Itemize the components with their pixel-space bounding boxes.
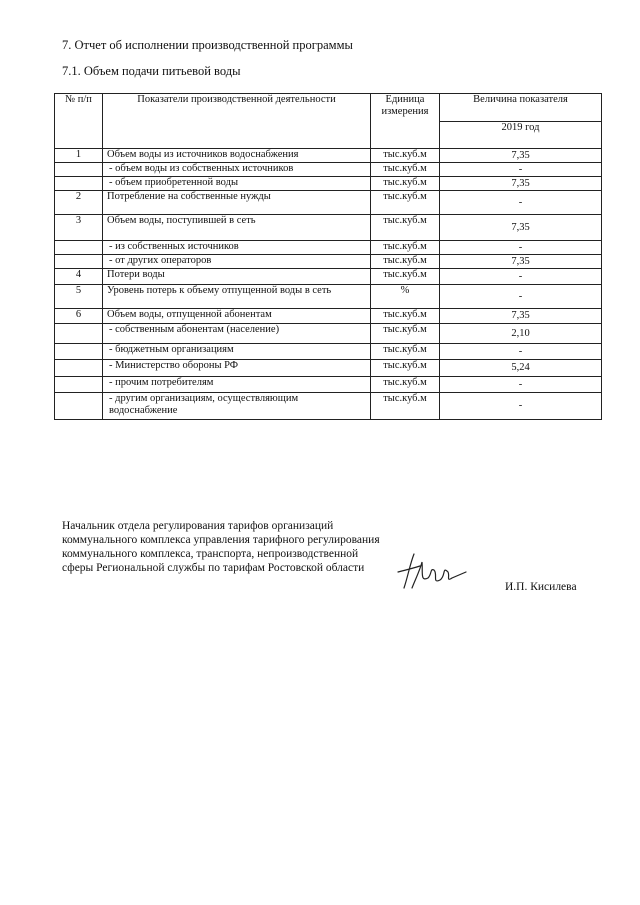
row-number [55, 241, 103, 255]
water-supply-table [54, 93, 602, 420]
signatory-name: И.П. Кисилева [505, 581, 577, 593]
table-row [55, 269, 602, 285]
table-row [55, 324, 602, 344]
row-number [55, 377, 103, 393]
row-value: - [440, 393, 602, 420]
row-indicator: - прочим потребителям [103, 377, 371, 393]
row-value: - [440, 344, 602, 360]
row-value: - [440, 241, 602, 255]
row-number [55, 344, 103, 360]
row-number [55, 177, 103, 191]
row-unit: тыс.куб.м [371, 393, 440, 420]
row-indicator: - объем воды из собственных источников [103, 163, 371, 177]
row-value: 2,10 [440, 324, 602, 344]
row-indicator: - собственным абонентам (население) [103, 324, 371, 344]
row-indicator: Уровень потерь к объему отпущенной воды в сеть [103, 285, 371, 309]
row-unit: тыс.куб.м [371, 324, 440, 344]
row-unit: тыс.куб.м [371, 191, 440, 215]
row-unit: тыс.куб.м [371, 149, 440, 163]
row-indicator: - бюджетным организациям [103, 344, 371, 360]
table-row [55, 177, 602, 191]
row-number: 2 [55, 191, 103, 215]
row-unit: тыс.куб.м [371, 163, 440, 177]
report-heading: 7. Отчет об исполнении производственной программы [62, 38, 353, 52]
table-row [55, 191, 602, 215]
row-value: 7,35 [440, 255, 602, 269]
row-value: - [440, 285, 602, 309]
row-indicator: - Министерство обороны РФ [103, 360, 371, 377]
table-row [55, 149, 602, 163]
row-number: 1 [55, 149, 103, 163]
row-number [55, 393, 103, 420]
row-unit: тыс.куб.м [371, 215, 440, 241]
header-num: № п/п [55, 94, 103, 149]
row-value: - [440, 191, 602, 215]
table-header-row [55, 94, 602, 122]
row-number: 3 [55, 215, 103, 241]
row-value: 5,24 [440, 360, 602, 377]
handwritten-signature [390, 548, 470, 598]
row-number [55, 324, 103, 344]
table-row [55, 241, 602, 255]
table-row [55, 393, 602, 420]
table-row [55, 377, 602, 393]
row-unit: тыс.куб.м [371, 360, 440, 377]
row-unit: тыс.куб.м [371, 309, 440, 324]
row-unit: тыс.куб.м [371, 377, 440, 393]
row-value: 7,35 [440, 177, 602, 191]
table-row [55, 255, 602, 269]
row-unit: % [371, 285, 440, 309]
row-unit: тыс.куб.м [371, 177, 440, 191]
row-number: 4 [55, 269, 103, 285]
row-number: 6 [55, 309, 103, 324]
row-number [55, 255, 103, 269]
row-value: - [440, 269, 602, 285]
row-indicator: - другим организациям, осуществляющим водоснабжение [103, 393, 371, 420]
header-value: Величина показателя [440, 94, 602, 122]
row-value: 7,35 [440, 149, 602, 163]
row-number: 5 [55, 285, 103, 309]
table-row [55, 309, 602, 324]
table-row [55, 360, 602, 377]
table-row [55, 163, 602, 177]
row-indicator: Объем воды, поступившей в сеть [103, 215, 371, 241]
table-row [55, 285, 602, 309]
row-value: 7,35 [440, 215, 602, 241]
row-indicator: - от других операторов [103, 255, 371, 269]
section-heading: 7.1. Объем подачи питьевой воды [62, 64, 241, 78]
row-indicator: Потребление на собственные нужды [103, 191, 371, 215]
row-value: - [440, 163, 602, 177]
row-unit: тыс.куб.м [371, 241, 440, 255]
row-indicator: Объем воды, отпущенной абонентам [103, 309, 371, 324]
row-unit: тыс.куб.м [371, 255, 440, 269]
table-row [55, 344, 602, 360]
row-unit: тыс.куб.м [371, 344, 440, 360]
row-number [55, 360, 103, 377]
row-number [55, 163, 103, 177]
row-indicator: Объем воды из источников водоснабжения [103, 149, 371, 163]
table-row [55, 215, 602, 241]
header-indicator: Показатели производственной деятельности [103, 94, 371, 149]
row-indicator: - объем приобретенной воды [103, 177, 371, 191]
row-indicator: - из собственных источников [103, 241, 371, 255]
row-value: 7,35 [440, 309, 602, 324]
row-indicator: Потери воды [103, 269, 371, 285]
header-year: 2019 год [440, 122, 602, 149]
row-value: - [440, 377, 602, 393]
row-unit: тыс.куб.м [371, 269, 440, 285]
signatory-position: Начальник отдела регулирования тарифов организаций коммунального комплекса управления тарифного регулирования коммунального комплекса, транспорта, непроизводственной сферы Региональной службы по тарифам Ростовской области [62, 520, 380, 574]
header-unit: Единица измерения [371, 94, 440, 149]
